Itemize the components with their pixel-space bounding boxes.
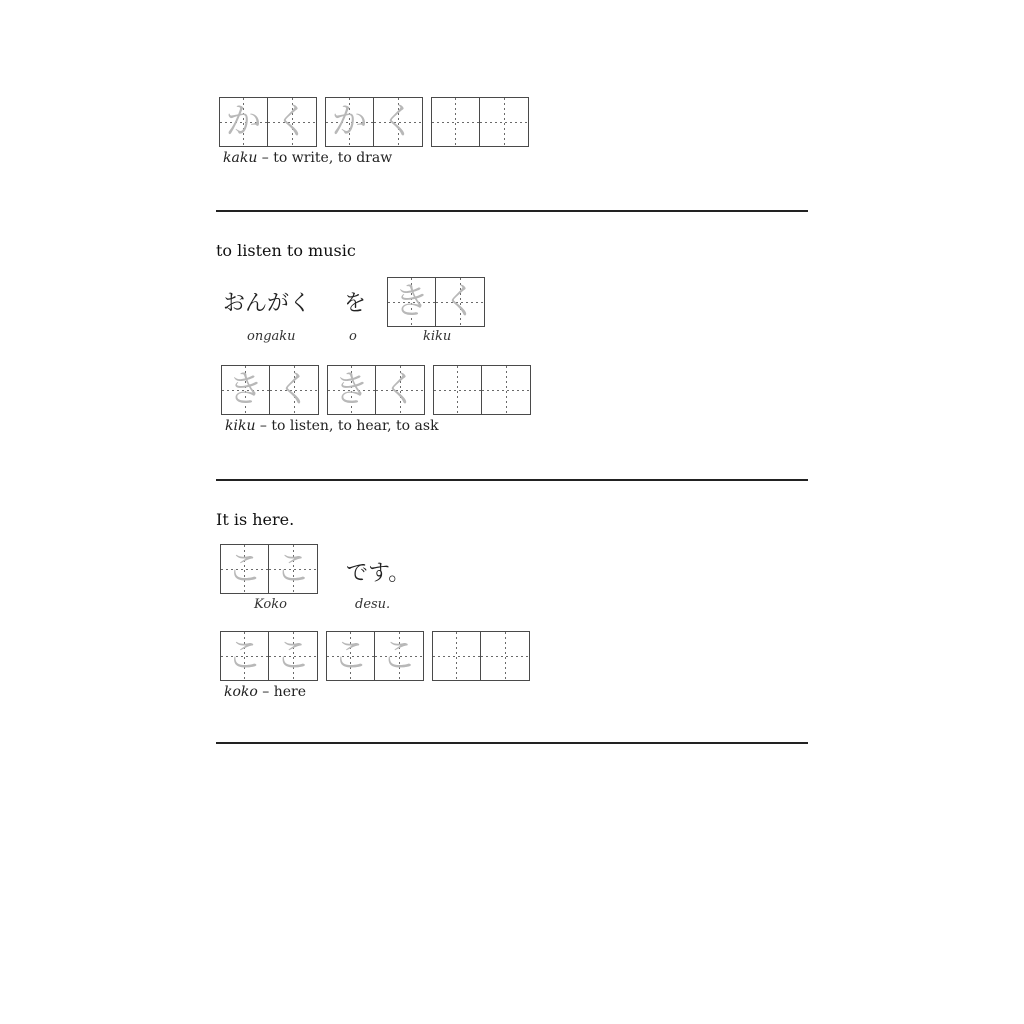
- practice-cell: [219, 97, 268, 147]
- trace-char: く: [273, 101, 310, 142]
- trace-char: く: [379, 101, 416, 142]
- trace-char: こ: [226, 548, 263, 589]
- practice-cell-blank[interactable]: [431, 97, 480, 147]
- sentence-romaji: ongaku: [247, 329, 296, 344]
- caption-romaji: koko: [224, 684, 258, 700]
- trace-char: き: [333, 369, 370, 410]
- practice-grid-blank[interactable]: [432, 631, 530, 681]
- practice-cell: [327, 365, 376, 415]
- sentence-romaji: kiku: [423, 329, 452, 344]
- practice-grid-traced-2: [327, 365, 425, 415]
- practice-cell: [220, 631, 269, 681]
- sentence-word: です。: [346, 561, 411, 586]
- practice-cell: [376, 365, 425, 415]
- practice-cell: [270, 365, 319, 415]
- practice-grid-traced-2: [325, 97, 423, 147]
- practice-cell: [387, 277, 436, 327]
- trace-char: か: [225, 101, 262, 142]
- practice-cell: [269, 544, 318, 594]
- sentence-word: おんがく: [223, 291, 312, 316]
- practice-cell: [436, 277, 485, 327]
- vocab-caption: [225, 418, 439, 434]
- sentence-practice-grid: [220, 544, 318, 594]
- practice-grid-traced-2: [326, 631, 424, 681]
- trace-char: き: [227, 369, 264, 410]
- caption-meaning: – to write, to draw: [261, 150, 393, 166]
- caption-romaji: kiku: [225, 418, 256, 434]
- sentence-practice-grid: [387, 277, 485, 327]
- trace-char: こ: [380, 635, 417, 676]
- trace-char: く: [381, 369, 418, 410]
- trace-char: こ: [274, 548, 311, 589]
- practice-cell-blank[interactable]: [432, 631, 481, 681]
- trace-char: く: [441, 281, 478, 322]
- section-divider: [216, 210, 808, 212]
- practice-cell: [268, 97, 317, 147]
- section-divider: [216, 742, 808, 744]
- sentence-romaji: o: [349, 329, 357, 344]
- practice-cell: [326, 631, 375, 681]
- practice-cell-blank[interactable]: [480, 97, 529, 147]
- section-divider: [216, 479, 808, 481]
- caption-romaji: kaku: [223, 150, 258, 166]
- trace-char: こ: [274, 635, 311, 676]
- practice-cell: [221, 365, 270, 415]
- practice-grid-traced-1: [219, 97, 317, 147]
- practice-grid-traced-1: [220, 631, 318, 681]
- practice-cell-blank[interactable]: [481, 631, 530, 681]
- trace-char: く: [275, 369, 312, 410]
- trace-char: こ: [226, 635, 263, 676]
- vocab-caption: [223, 150, 392, 166]
- sentence-particle: を: [344, 291, 367, 316]
- sentence-heading: to listen to music: [216, 241, 356, 260]
- practice-cell: [375, 631, 424, 681]
- trace-char: か: [331, 101, 368, 142]
- trace-char: き: [393, 281, 430, 322]
- caption-meaning: – to listen, to hear, to ask: [259, 418, 439, 434]
- vocab-caption: [224, 684, 306, 700]
- trace-char: こ: [332, 635, 369, 676]
- practice-grid-blank[interactable]: [431, 97, 529, 147]
- practice-cell-blank[interactable]: [482, 365, 531, 415]
- sentence-heading: It is here.: [216, 510, 295, 529]
- practice-cell: [220, 544, 269, 594]
- practice-grid-blank[interactable]: [433, 365, 531, 415]
- sentence-romaji: desu.: [355, 597, 391, 612]
- practice-cell: [325, 97, 374, 147]
- practice-grid-traced-1: [221, 365, 319, 415]
- practice-cell-blank[interactable]: [433, 365, 482, 415]
- sentence-romaji: Koko: [254, 597, 287, 612]
- caption-meaning: – here: [262, 684, 307, 700]
- practice-cell: [269, 631, 318, 681]
- practice-cell: [374, 97, 423, 147]
